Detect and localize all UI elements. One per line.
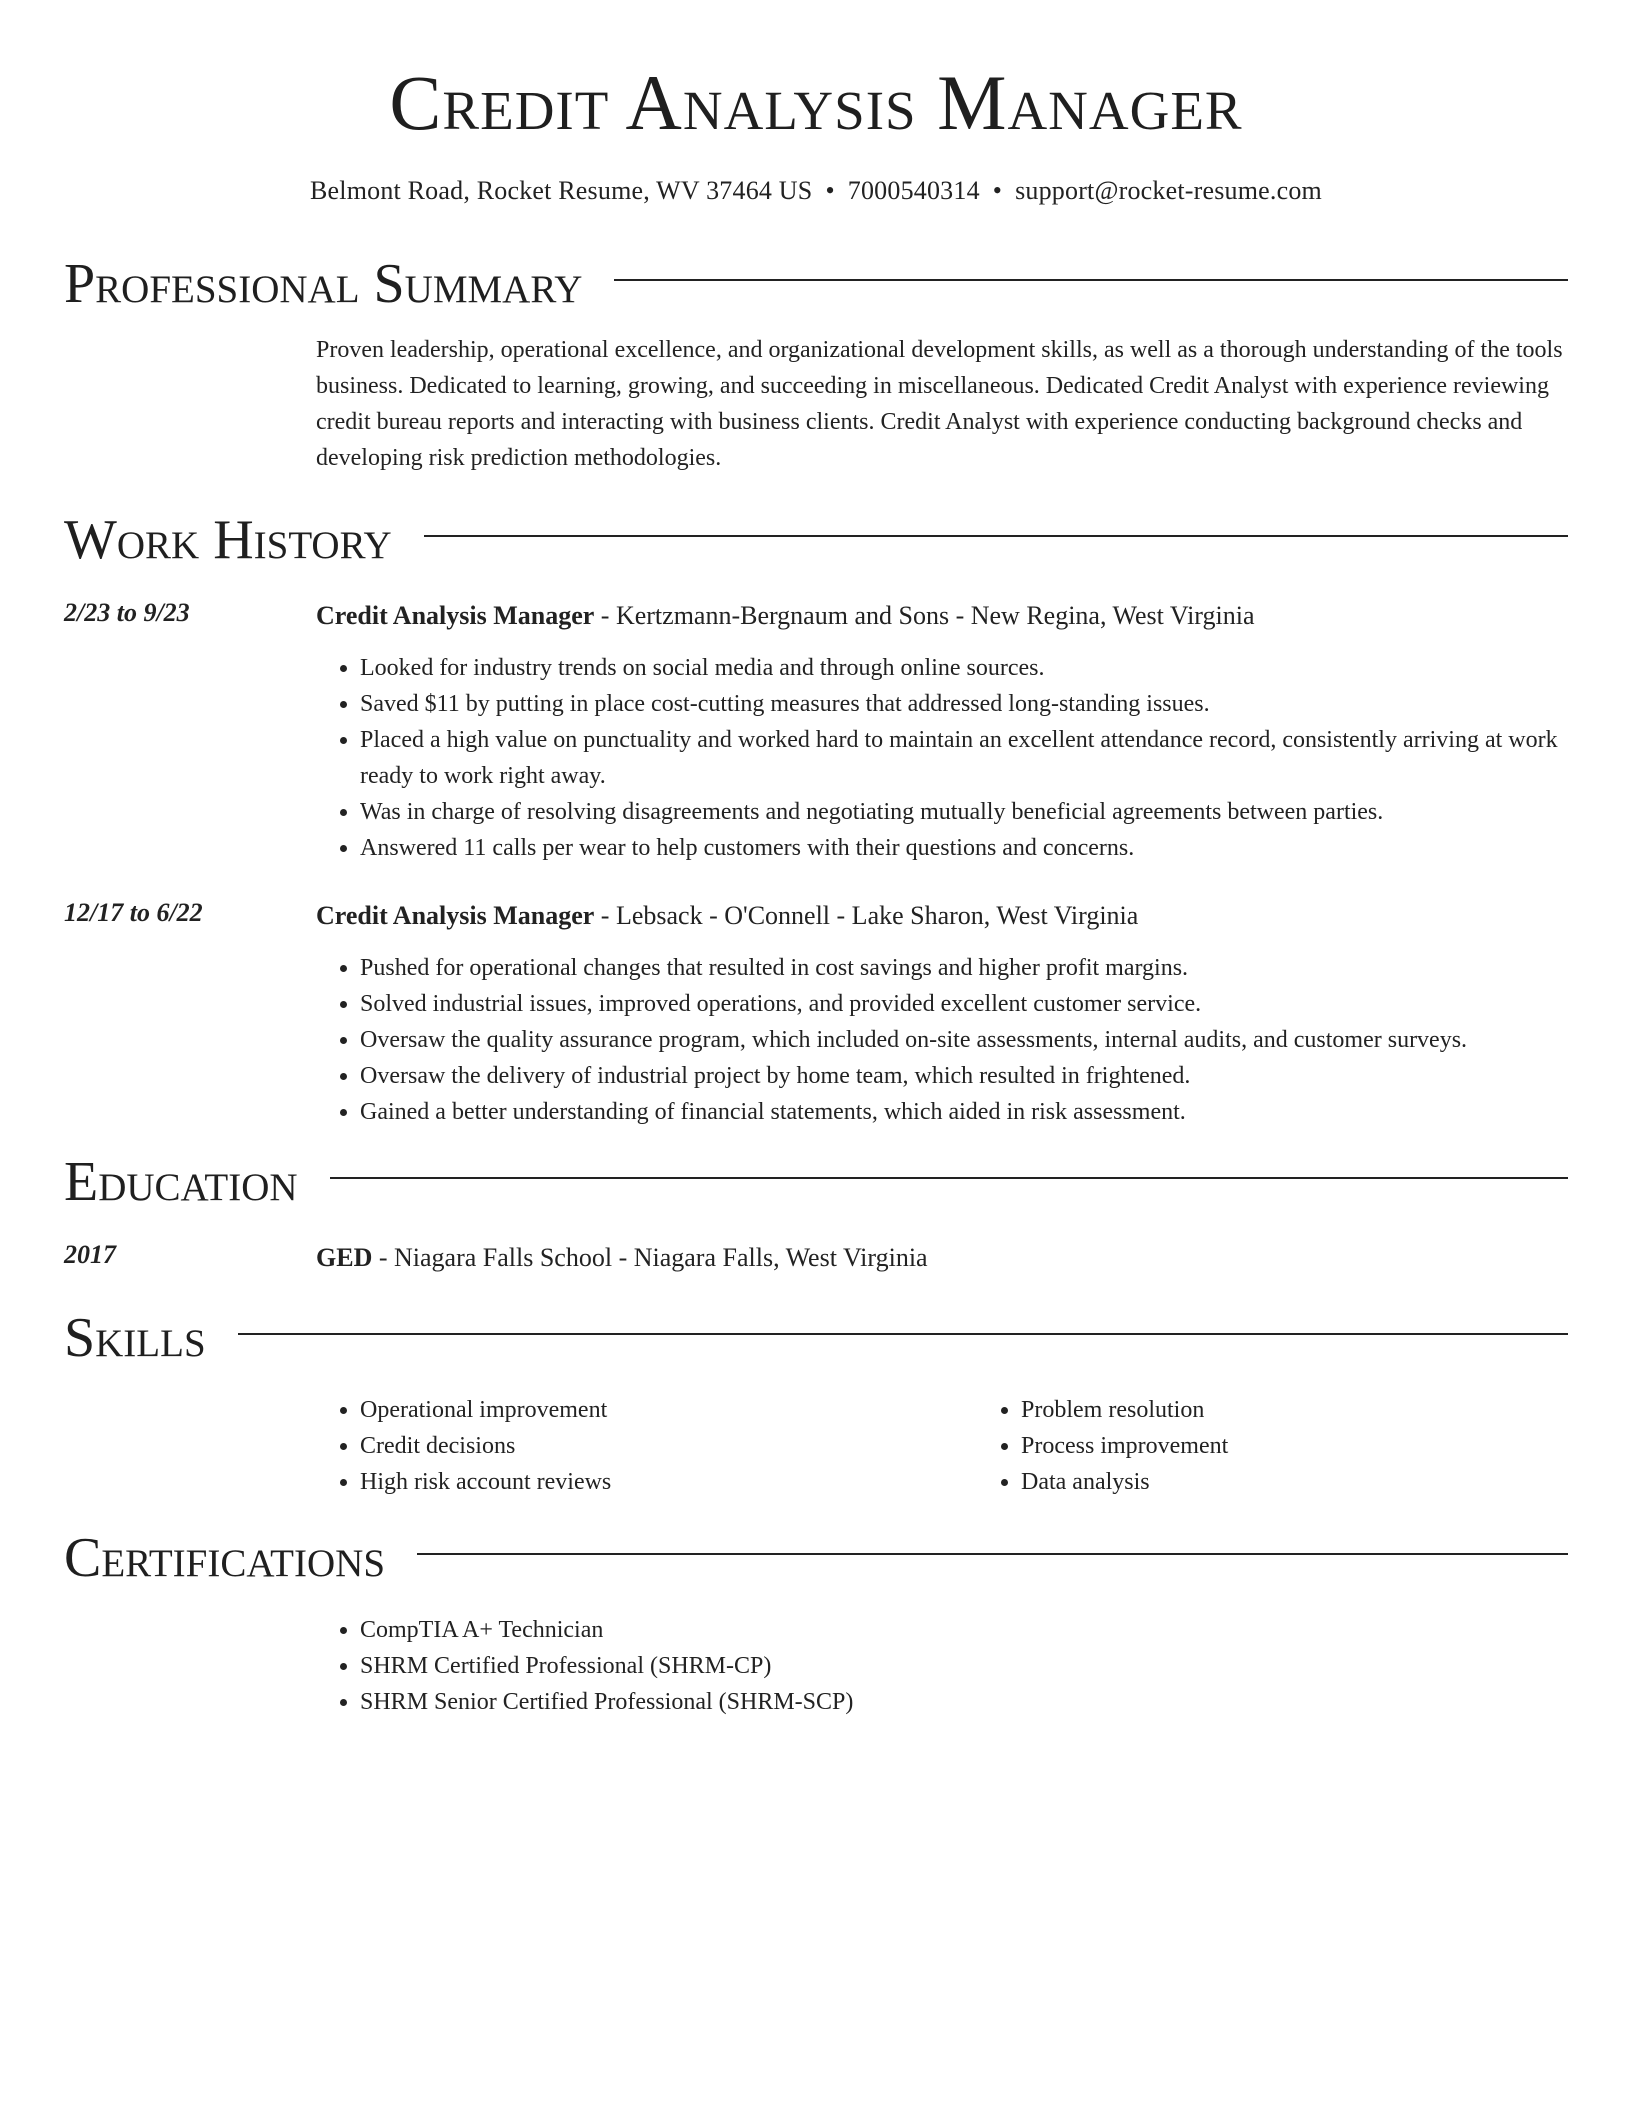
job-heading (316, 598, 1568, 634)
job-heading (316, 898, 1568, 934)
job-dates: 12/17 to 6/22 (64, 898, 203, 927)
education-section-header (64, 1151, 1568, 1213)
summary-text: Proven leadership, operational excellence, and organizational development skills, as well as a thorough understanding of the tools business. Dedicated to learning, growing, and succeeding in miscellaneous. Dedicated Credit Analyst with experience reviewing credit bureau reports and interacting with business clients. Credit Analyst with experience conducting background checks and developing risk prediction methodologies. (316, 337, 1563, 471)
job-bullet: • Placed a high value on punctuality and worked hard to maintain an excellent attendance record, consistently arriving at work ready to work right away. (360, 722, 1568, 794)
job-bullet: • Was in charge of resolving disagreements and negotiating mutually beneficial agreements between parties. (360, 794, 1568, 830)
section-divider (614, 279, 1568, 281)
education-year: 2017 (64, 1240, 116, 1269)
contact-separator: • (992, 176, 1003, 205)
skill-item: • High risk account reviews (360, 1464, 977, 1500)
job-body (316, 898, 1568, 1130)
certification-item: • SHRM Certified Professional (SHRM-CP) (360, 1648, 1568, 1684)
job-bullet: • Pushed for operational changes that resulted in cost savings and higher profit margins. (360, 950, 1568, 986)
skill-item: • Credit decisions (360, 1428, 977, 1464)
skill-item: • Operational improvement (360, 1392, 977, 1428)
certifications-body (316, 1612, 1568, 1720)
section-divider (330, 1177, 1568, 1179)
education-details: - Niagara Falls School - Niagara Falls, West Virginia (372, 1243, 928, 1272)
job-details: - Lebsack - O'Connell - Lake Sharon, West Virginia (594, 901, 1139, 930)
skills-list-right (977, 1392, 1632, 1500)
skill-item: • Problem resolution (1021, 1392, 1632, 1428)
summary-section-header (64, 253, 1568, 315)
skills-section-title: Skills (64, 1307, 206, 1369)
summary-row (64, 332, 1568, 476)
job-body (316, 598, 1568, 866)
job-entry (64, 898, 1568, 1130)
job-bullets (316, 650, 1568, 866)
job-title: Credit Analysis Manager (316, 601, 595, 630)
summary-section-title: Professional Summary (64, 253, 583, 315)
skills-list-left (316, 1392, 977, 1500)
section-divider (424, 535, 1568, 537)
skills-grid (316, 1392, 1632, 1500)
certifications-row (64, 1612, 1568, 1720)
job-details: - Kertzmann-Bergnaum and Sons - New Regina, West Virginia (594, 601, 1255, 630)
certifications-section-title: Certifications (64, 1527, 386, 1589)
education-body (316, 1240, 1568, 1276)
work-section-title: Work History (64, 509, 392, 571)
job-bullet: • Saved $11 by putting in place cost-cutting measures that addressed long-standing issues. (360, 686, 1568, 722)
education-degree: GED (316, 1243, 373, 1272)
education-entry (64, 1240, 1568, 1276)
job-bullet: • Gained a better understanding of financial statements, which aided in risk assessment. (360, 1094, 1568, 1130)
skills-row (64, 1392, 1568, 1500)
candidate-name: Credit Analysis Manager (389, 59, 1243, 146)
section-divider (238, 1333, 1568, 1335)
job-bullet: • Answered 11 calls per wear to help customers with their questions and concerns. (360, 830, 1568, 866)
contact-separator: • (825, 176, 835, 205)
job-bullet: • Looked for industry trends on social media and through online sources. (360, 650, 1568, 686)
summary-body (316, 332, 1568, 476)
job-bullets (316, 950, 1568, 1130)
education-section-title: Education (64, 1151, 298, 1213)
work-section-header (64, 509, 1568, 571)
certification-item: • CompTIA A+ Technician (360, 1612, 1568, 1648)
certifications-section-header (64, 1527, 1568, 1589)
contact-address: Belmont Road, Rocket Resume, WV 37464 US (309, 176, 813, 205)
job-entry (64, 598, 1568, 866)
contact-line (64, 176, 1568, 206)
skill-item: • Data analysis (1021, 1464, 1632, 1500)
certifications-list (316, 1612, 1568, 1720)
skills-section-header (64, 1307, 1568, 1369)
contact-phone: 7000540314 (847, 176, 980, 205)
job-bullet: • Oversaw the quality assurance program, which included on-site assessments, internal audits, and customer surveys. (360, 1022, 1568, 1058)
job-dates: 2/23 to 9/23 (64, 598, 190, 627)
job-bullet: • Solved industrial issues, improved operations, and provided excellent customer service. (360, 986, 1568, 1022)
contact-email: support@rocket-resume.com (1015, 176, 1322, 205)
education-heading (316, 1240, 1568, 1276)
certification-item: • SHRM Senior Certified Professional (SHRM-SCP) (360, 1684, 1568, 1720)
skills-body (316, 1392, 1632, 1500)
job-bullet: • Oversaw the delivery of industrial project by home team, which resulted in frightened. (360, 1058, 1568, 1094)
job-title: Credit Analysis Manager (316, 901, 595, 930)
skill-item: • Process improvement (1021, 1428, 1632, 1464)
section-divider (417, 1553, 1568, 1555)
